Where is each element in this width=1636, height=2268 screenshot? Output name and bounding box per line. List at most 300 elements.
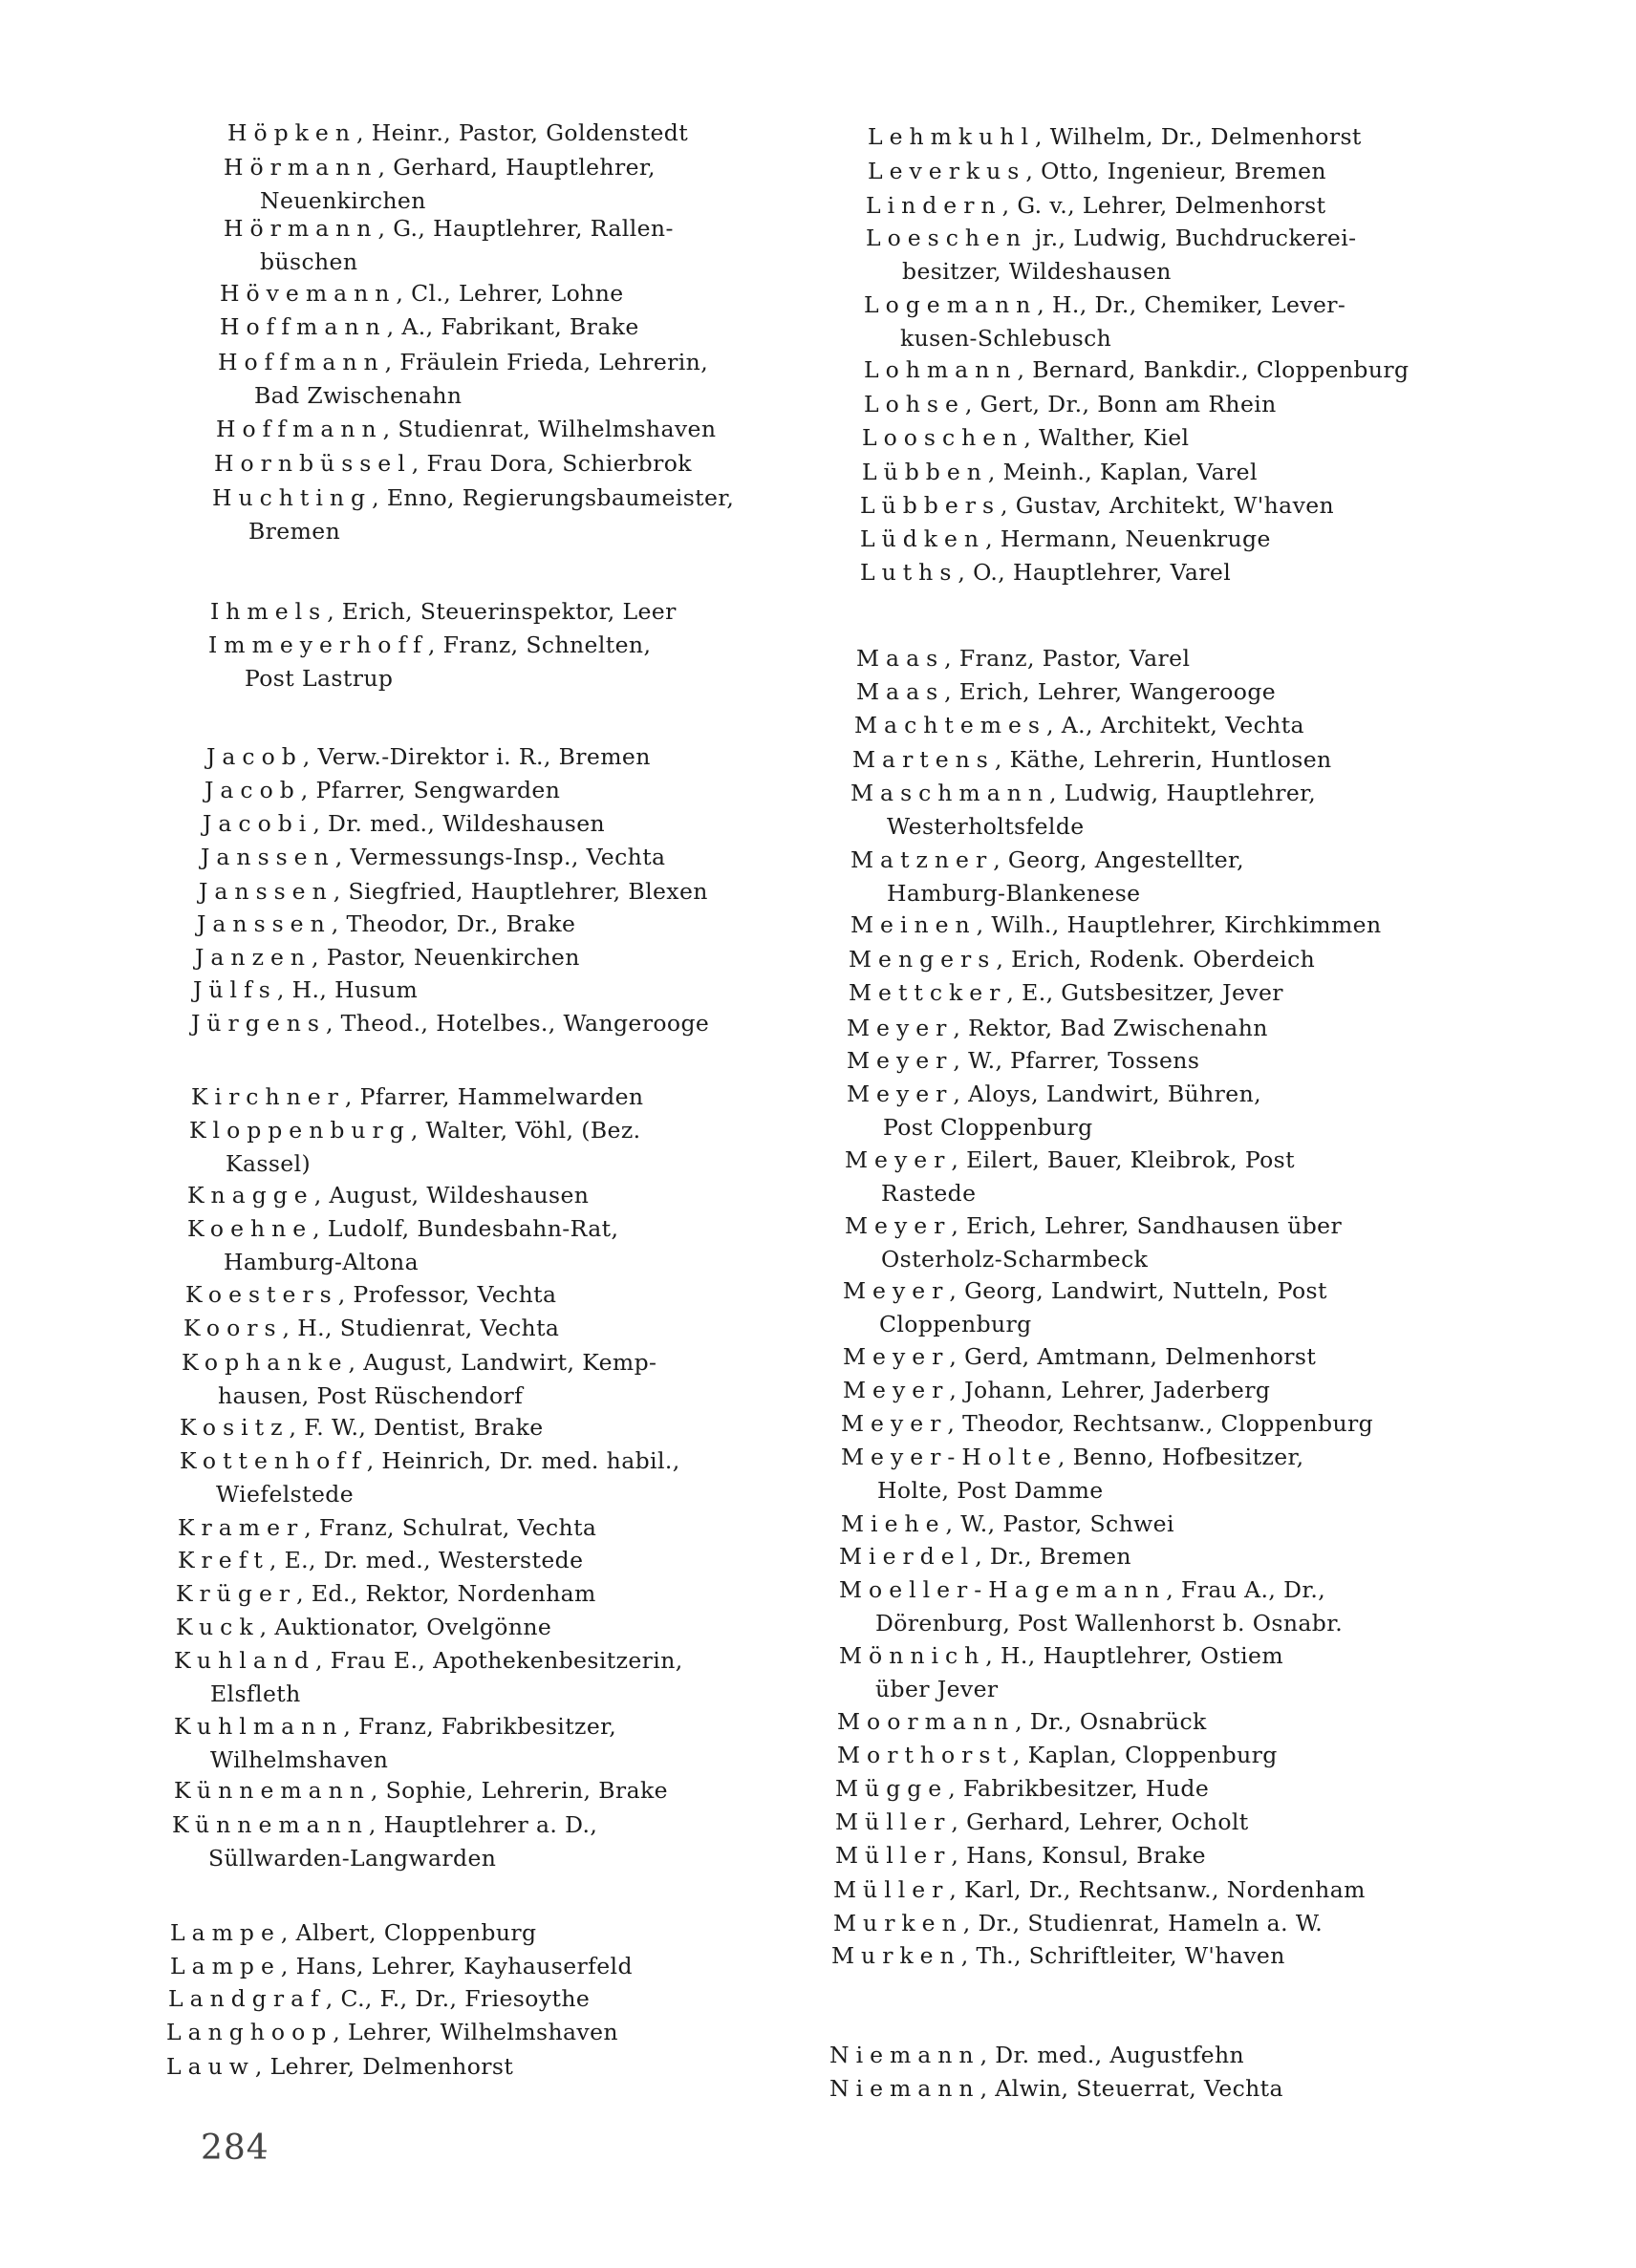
entry-details: , Wilhelm, Dr., Delmenhorst xyxy=(1034,123,1362,150)
entry-details: , G. v., Lehrer, Delmenhorst xyxy=(1001,192,1326,219)
directory-entry xyxy=(841,1508,1174,1541)
entry-surname: Krüger xyxy=(176,1580,297,1607)
entry-surname: Hövemann xyxy=(220,280,397,307)
entry-surname: Meyer xyxy=(843,1277,950,1304)
entry-surname: Luths xyxy=(860,559,958,586)
directory-entry xyxy=(847,1012,1268,1045)
entry-surname: Maschmann xyxy=(850,780,1049,806)
directory-entry xyxy=(852,743,1332,777)
entry-surname: Maas xyxy=(856,645,945,672)
entry-line xyxy=(212,481,734,515)
directory-entry xyxy=(864,289,1345,355)
entry-continuation: Wiefelstede xyxy=(216,1481,355,1508)
entry-surname: Müller xyxy=(835,1842,952,1869)
entry-surname: Meyer xyxy=(847,1081,954,1107)
entry-surname: Lübbers xyxy=(860,492,1001,519)
entry-surname: Martens xyxy=(852,746,995,773)
entry-surname: Meyer xyxy=(843,1377,950,1403)
directory-entry xyxy=(835,1839,1206,1872)
entry-details: , W., Pastor, Schwei xyxy=(945,1510,1174,1537)
directory-entry xyxy=(172,1808,597,1875)
entry-line xyxy=(220,277,624,310)
entry-line xyxy=(847,1044,1199,1078)
entry-surname: Looschen xyxy=(862,424,1024,451)
entry-line xyxy=(829,2039,1244,2072)
entry-details: , Gert, Dr., Bonn am Rhein xyxy=(964,391,1277,417)
entry-surname: Kottenhoff xyxy=(180,1447,367,1474)
entry-surname: Kuck xyxy=(176,1614,260,1640)
directory-entry xyxy=(191,1007,709,1040)
entry-continuation: Rastede xyxy=(881,1180,977,1207)
entry-line xyxy=(847,1078,1261,1111)
entry-details: , Th., Schriftleiter, W'haven xyxy=(960,1942,1285,1969)
entry-continuation: Hamburg-Altona xyxy=(224,1249,420,1275)
entry-details: , F. W., Dentist, Brake xyxy=(289,1414,544,1441)
entry-line xyxy=(839,1540,1131,1573)
entry-details: , Gerd, Amtmann, Delmenhorst xyxy=(949,1343,1317,1370)
entry-line xyxy=(178,1511,596,1545)
entry-details: , Vermessungs-Insp., Vechta xyxy=(334,844,666,870)
directory-entry xyxy=(170,1916,536,1950)
entry-surname: Lohmann xyxy=(864,356,1018,383)
entry-line xyxy=(224,212,674,246)
entry-line xyxy=(833,1873,1366,1907)
directory-entry xyxy=(864,388,1277,421)
entry-details: , Ludolf, Bundesbahn-Rat, xyxy=(312,1215,619,1242)
entry-line xyxy=(860,489,1334,523)
entry-line xyxy=(839,1639,1283,1673)
entry-details: , Aloys, Landwirt, Bühren, xyxy=(953,1081,1261,1107)
entry-surname: Meyer xyxy=(845,1212,952,1239)
directory-entry xyxy=(214,447,692,481)
entry-surname: Jacobi xyxy=(203,810,313,837)
entry-line xyxy=(178,1544,583,1577)
entry-details: , Dr., Osnabrück xyxy=(1015,1708,1207,1735)
entry-continuation: Post Lastrup xyxy=(245,665,394,692)
entry-line xyxy=(839,1573,1343,1607)
directory-entry xyxy=(847,1078,1261,1145)
entry-line xyxy=(852,743,1332,777)
directory-entry xyxy=(831,1939,1285,1973)
directory-entry xyxy=(856,675,1276,709)
entry-details: , Erich, Lehrer, Sandhausen über xyxy=(951,1212,1343,1239)
entry-surname: Kuhlmann xyxy=(174,1713,344,1740)
entry-details: , Dr. med., Augustfehn xyxy=(979,2042,1245,2068)
directory-entry xyxy=(176,1577,596,1611)
entry-surname: Matzner xyxy=(850,846,994,873)
entry-line xyxy=(862,456,1258,489)
entry-details: , Theodor, Rechtsanw., Cloppenburg xyxy=(947,1410,1374,1437)
entry-details: , A., Fabrikant, Brake xyxy=(386,313,639,340)
entry-surname: Langhoop xyxy=(166,2019,334,2045)
entry-continuation: Cloppenburg xyxy=(879,1311,1032,1337)
entry-details: , W., Pfarrer, Tossens xyxy=(953,1047,1200,1074)
entry-details: , Dr., Bremen xyxy=(975,1543,1131,1570)
entry-line xyxy=(829,2072,1283,2106)
entry-details: , Frau E., Apothekenbesitzerin, xyxy=(315,1647,683,1674)
entry-details: , Wilh., Hauptlehrer, Kirchkimmen xyxy=(976,911,1382,938)
entry-details: , A., Architekt, Vechta xyxy=(1045,712,1304,738)
entry-details: , Franz, Pastor, Varel xyxy=(944,645,1191,672)
entry-surname: Jacob xyxy=(204,777,301,803)
entry-line xyxy=(864,289,1345,322)
directory-entry xyxy=(866,222,1357,289)
entry-line xyxy=(187,1212,618,1246)
directory-entry xyxy=(189,1114,640,1181)
directory-entry xyxy=(850,844,1244,910)
directory-entry xyxy=(862,456,1258,489)
directory-entry xyxy=(220,277,624,310)
directory-entry xyxy=(835,1806,1249,1839)
directory-entry xyxy=(868,155,1326,188)
entry-line xyxy=(176,1577,596,1611)
entry-continuation: Kassel) xyxy=(226,1150,312,1177)
entry-line xyxy=(174,1644,683,1678)
entry-line xyxy=(224,151,656,184)
entry-line xyxy=(182,1346,657,1380)
entry-surname: Jacob xyxy=(206,743,303,770)
entry-line xyxy=(204,774,560,807)
entry-line xyxy=(199,875,708,909)
entry-surname: Niemann xyxy=(829,2075,980,2102)
entry-surname: Kophanke xyxy=(182,1349,349,1376)
entry-line xyxy=(835,1806,1249,1839)
entry-details: , Gustav, Architekt, W'haven xyxy=(1001,492,1335,519)
entry-surname: Moeller-Hagemann xyxy=(839,1576,1167,1603)
entry-line xyxy=(860,556,1231,589)
entry-line xyxy=(227,117,688,150)
directory-entry xyxy=(166,2050,513,2084)
entry-continuation: Süllwarden-Langwarden xyxy=(208,1845,497,1872)
entry-line xyxy=(850,844,1244,877)
directory-entry xyxy=(864,353,1409,387)
entry-line xyxy=(856,675,1276,709)
entry-details: , Hans, Konsul, Brake xyxy=(951,1842,1206,1869)
directory-entry xyxy=(178,1511,596,1545)
entry-line xyxy=(183,1312,559,1345)
entry-details: , G., Hauptlehrer, Rallen- xyxy=(377,215,674,242)
entry-line xyxy=(191,1007,709,1040)
entry-surname: Meyer-Holte xyxy=(841,1444,1058,1470)
entry-surname: Mettcker xyxy=(849,979,1007,1006)
entry-details: , Frau Dora, Schierbrok xyxy=(411,450,692,477)
directory-entry xyxy=(176,1611,551,1644)
directory-entry xyxy=(839,1639,1283,1706)
entry-details: , Albert, Cloppenburg xyxy=(280,1919,537,1946)
entry-details: , Gerhard, Lehrer, Ocholt xyxy=(951,1808,1249,1835)
directory-entry xyxy=(201,841,665,874)
directory-entry xyxy=(197,908,575,941)
entry-surname: Koors xyxy=(183,1315,283,1341)
directory-entry xyxy=(170,1950,633,1983)
entry-details: , Theod., Hotelbes., Wangerooge xyxy=(325,1010,710,1037)
entry-line xyxy=(843,1274,1327,1308)
entry-details: , Frau A., Dr., xyxy=(1166,1576,1326,1603)
directory-entry xyxy=(860,556,1231,589)
entry-surname: Logemann xyxy=(864,291,1038,318)
entry-line xyxy=(170,1950,633,1983)
entry-surname: Kirchner xyxy=(191,1083,345,1110)
entry-details: , August, Landwirt, Kemp- xyxy=(348,1349,657,1376)
directory-entry xyxy=(845,1144,1295,1210)
entry-details: , August, Wildeshausen xyxy=(313,1182,590,1209)
entry-surname: Ihmels xyxy=(210,598,328,625)
entry-surname: Murken xyxy=(831,1942,961,1969)
entry-line xyxy=(864,388,1277,421)
directory-entry xyxy=(210,595,677,629)
entry-surname: Mügge xyxy=(835,1775,949,1802)
entry-details: , Lehrer, Delmenhorst xyxy=(254,2053,514,2080)
directory-entry xyxy=(187,1179,589,1212)
entry-details: , Käthe, Lehrerin, Huntlosen xyxy=(994,746,1332,773)
directory-entry xyxy=(860,489,1334,523)
entry-details: , Kaplan, Cloppenburg xyxy=(1012,1742,1278,1768)
entry-line xyxy=(862,421,1189,455)
directory-entry xyxy=(216,413,716,446)
entry-line xyxy=(837,1739,1278,1772)
entry-details: , E., Gutsbesitzer, Jever xyxy=(1006,979,1283,1006)
entry-details: , Walther, Kiel xyxy=(1023,424,1190,451)
entry-line xyxy=(214,447,692,481)
entry-details: , Dr. med., Wildeshausen xyxy=(312,810,606,837)
entry-surname: Janssen xyxy=(197,910,332,937)
directory-entry xyxy=(860,523,1271,556)
entry-line xyxy=(174,1710,616,1744)
entry-surname: Mengers xyxy=(849,946,997,973)
entry-continuation: Dörenburg, Post Wallenhorst b. Osnabr. xyxy=(875,1610,1344,1637)
entry-line xyxy=(837,1705,1207,1739)
entry-line xyxy=(850,777,1316,810)
entry-details: , Auktionator, Ovelgönne xyxy=(259,1614,552,1640)
entry-surname: Lauw xyxy=(166,2053,255,2080)
directory-entry xyxy=(839,1540,1131,1573)
entry-line xyxy=(845,1209,1342,1243)
entry-line xyxy=(841,1508,1174,1541)
directory-entry xyxy=(837,1705,1207,1739)
entry-surname: Hoffmann xyxy=(218,349,385,375)
entry-surname: Kreft xyxy=(178,1547,269,1573)
directory-entry xyxy=(208,629,651,695)
entry-line xyxy=(206,740,651,774)
entry-details: , Hauptlehrer a. D., xyxy=(368,1811,598,1838)
directory-entry xyxy=(843,1340,1316,1374)
entry-line xyxy=(189,1114,640,1147)
entry-surname: Janssen xyxy=(199,878,334,905)
entry-surname: Kuhland xyxy=(174,1647,316,1674)
entry-details: , Franz, Schnelten, xyxy=(427,631,652,658)
entry-details: , C., F., Dr., Friesoythe xyxy=(325,1985,591,2012)
entry-surname: Loeschen xyxy=(866,225,1028,251)
entry-surname: Höpken xyxy=(227,119,356,146)
directory-entry xyxy=(195,941,580,974)
entry-details: , Erich, Rodenk. Oberdeich xyxy=(996,946,1316,973)
directory-entry xyxy=(850,909,1382,942)
entry-details: , H., Hauptlehrer, Ostiem xyxy=(985,1642,1284,1669)
entry-surname: Hoffmann xyxy=(216,416,383,442)
entry-details: , Pfarrer, Hammelwarden xyxy=(344,1083,644,1110)
entry-continuation: Elsfleth xyxy=(210,1680,301,1707)
directory-entry xyxy=(180,1444,680,1511)
entry-details: , Georg, Angestellter, xyxy=(993,846,1244,873)
directory-entry xyxy=(854,709,1304,742)
entry-line xyxy=(208,629,651,662)
entry-details: , Alwin, Steuerrat, Vechta xyxy=(979,2075,1283,2102)
entry-details: , Theodor, Dr., Brake xyxy=(331,910,576,937)
entry-line xyxy=(843,1340,1316,1374)
entry-surname: Kositz xyxy=(180,1414,290,1441)
entry-surname: Immeyerhoff xyxy=(208,631,428,658)
page-number: 284 xyxy=(201,2129,269,2168)
directory-entry xyxy=(224,212,674,279)
entry-line xyxy=(841,1407,1373,1441)
directory-entry xyxy=(849,976,1283,1010)
entry-line xyxy=(868,120,1362,154)
directory-entry xyxy=(174,1710,616,1777)
entry-line xyxy=(166,2050,513,2084)
entry-continuation: Bad Zwischenahn xyxy=(254,382,463,409)
entry-line xyxy=(170,1916,536,1950)
entry-details: , Heinr., Pastor, Goldenstedt xyxy=(355,119,689,146)
directory-entry xyxy=(212,481,734,548)
entry-details: , Hermann, Neuenkruge xyxy=(985,525,1271,552)
directory-entry xyxy=(178,1544,583,1577)
entry-details: , Walter, Vöhl, (Bez. xyxy=(410,1117,641,1144)
directory-entry xyxy=(849,943,1315,976)
entry-surname: Machtemes xyxy=(854,712,1046,738)
entry-line xyxy=(845,1144,1295,1177)
entry-surname: Künnemann xyxy=(172,1811,369,1838)
directory-entry xyxy=(829,2039,1244,2072)
entry-continuation: kusen-Schlebusch xyxy=(900,325,1112,352)
entry-continuation: über Jever xyxy=(875,1676,999,1702)
entry-line xyxy=(220,310,639,344)
entry-surname: Mönnich xyxy=(839,1642,986,1669)
entry-surname: Lindern xyxy=(866,192,1002,219)
entry-line xyxy=(843,1374,1270,1407)
entry-surname: Meyer xyxy=(845,1146,952,1173)
entry-surname: Landgraf xyxy=(168,1985,326,2012)
entry-line xyxy=(210,595,677,629)
directory-entry xyxy=(203,807,605,841)
directory-entry xyxy=(174,1644,683,1711)
entry-surname: Meyer xyxy=(847,1015,954,1041)
directory-entry xyxy=(218,346,708,413)
entry-line xyxy=(180,1411,544,1444)
entry-surname: Kramer xyxy=(178,1514,305,1541)
directory-entry xyxy=(183,1312,559,1345)
entry-line xyxy=(849,943,1315,976)
entry-details: , H., Husum xyxy=(276,976,419,1003)
entry-details: , Pfarrer, Sengwarden xyxy=(300,777,561,803)
entry-details: , Professor, Vechta xyxy=(337,1281,557,1308)
entry-continuation: Wilhelmshaven xyxy=(210,1746,389,1773)
entry-line xyxy=(850,909,1382,942)
entry-line xyxy=(866,222,1357,255)
entry-details: , Hans, Lehrer, Kayhauserfeld xyxy=(280,1953,633,1979)
directory-entry xyxy=(166,2016,618,2049)
entry-line xyxy=(860,523,1271,556)
directory-entry xyxy=(847,1044,1199,1078)
entry-surname: Künnemann xyxy=(174,1777,371,1804)
entry-surname: Janssen xyxy=(201,844,335,870)
entry-line xyxy=(831,1939,1285,1973)
entry-line xyxy=(187,1179,589,1212)
entry-line xyxy=(216,413,716,446)
directory-entry xyxy=(843,1274,1327,1341)
entry-line xyxy=(856,642,1190,675)
entry-details: , Eilert, Bauer, Kleibrok, Post xyxy=(951,1146,1295,1173)
entry-details: , Meinh., Kaplan, Varel xyxy=(987,459,1258,485)
entry-surname: Hornbüssel xyxy=(214,450,412,477)
entry-continuation: Post Cloppenburg xyxy=(883,1114,1093,1141)
directory-entry xyxy=(868,120,1362,154)
entry-details: , E., Dr. med., Westerstede xyxy=(269,1547,584,1573)
entry-surname: Meyer xyxy=(841,1410,948,1437)
directory-entry xyxy=(829,2072,1283,2106)
entry-continuation: hausen, Post Rüschendorf xyxy=(218,1382,524,1409)
entry-surname: Meyer xyxy=(847,1047,954,1074)
directory-entry xyxy=(199,875,708,909)
entry-surname: Moormann xyxy=(837,1708,1016,1735)
entry-details: , Fabrikbesitzer, Hude xyxy=(948,1775,1210,1802)
directory-entry xyxy=(180,1411,544,1444)
entry-details: , Gerhard, Hauptlehrer, xyxy=(377,154,656,181)
entry-line xyxy=(833,1907,1323,1940)
entry-surname: Mierdel xyxy=(839,1543,976,1570)
entry-details: , Heinrich, Dr. med. habil., xyxy=(366,1447,680,1474)
directory-entry xyxy=(185,1278,556,1312)
entry-line xyxy=(835,1772,1209,1806)
entry-line xyxy=(197,908,575,941)
directory-entry xyxy=(174,1774,668,1808)
entry-line xyxy=(218,346,708,379)
entry-continuation: Hamburg-Blankenese xyxy=(887,880,1141,907)
entry-surname: Müller xyxy=(835,1808,952,1835)
directory-entry xyxy=(841,1441,1303,1508)
directory-entry xyxy=(182,1346,657,1413)
directory-entry xyxy=(841,1407,1373,1441)
entry-line xyxy=(847,1012,1268,1045)
entry-continuation: büschen xyxy=(260,248,358,275)
entry-details: jr., Ludwig, Buchdruckerei- xyxy=(1027,225,1357,251)
entry-details: , Dr., Studienrat, Hameln a. W. xyxy=(962,1910,1324,1936)
entry-surname: Lübben xyxy=(862,459,988,485)
directory-entry xyxy=(224,151,656,218)
entry-surname: Meyer xyxy=(843,1343,950,1370)
entry-surname: Meinen xyxy=(850,911,977,938)
entry-surname: Müller xyxy=(833,1876,950,1903)
entry-line xyxy=(176,1611,551,1644)
directory-entry xyxy=(204,774,560,807)
directory-entry xyxy=(839,1573,1343,1640)
entry-surname: Murken xyxy=(833,1910,963,1936)
entry-continuation: Bremen xyxy=(248,518,341,545)
entry-surname: Leverkus xyxy=(868,158,1026,184)
entry-continuation: Neuenkirchen xyxy=(260,187,426,214)
entry-surname: Huchting xyxy=(212,484,373,511)
entry-surname: Koesters xyxy=(185,1281,338,1308)
entry-details: , Erich, Lehrer, Wangerooge xyxy=(944,678,1277,705)
entry-continuation: Westerholtsfelde xyxy=(887,813,1085,840)
directory-entry xyxy=(187,1212,618,1279)
directory-entry xyxy=(843,1374,1270,1407)
entry-line xyxy=(835,1839,1206,1872)
entry-details: , Siegfried, Hauptlehrer, Blexen xyxy=(333,878,708,905)
directory-entry xyxy=(835,1772,1209,1806)
directory-entry xyxy=(227,117,688,150)
entry-line xyxy=(849,976,1283,1010)
entry-line xyxy=(868,155,1326,188)
